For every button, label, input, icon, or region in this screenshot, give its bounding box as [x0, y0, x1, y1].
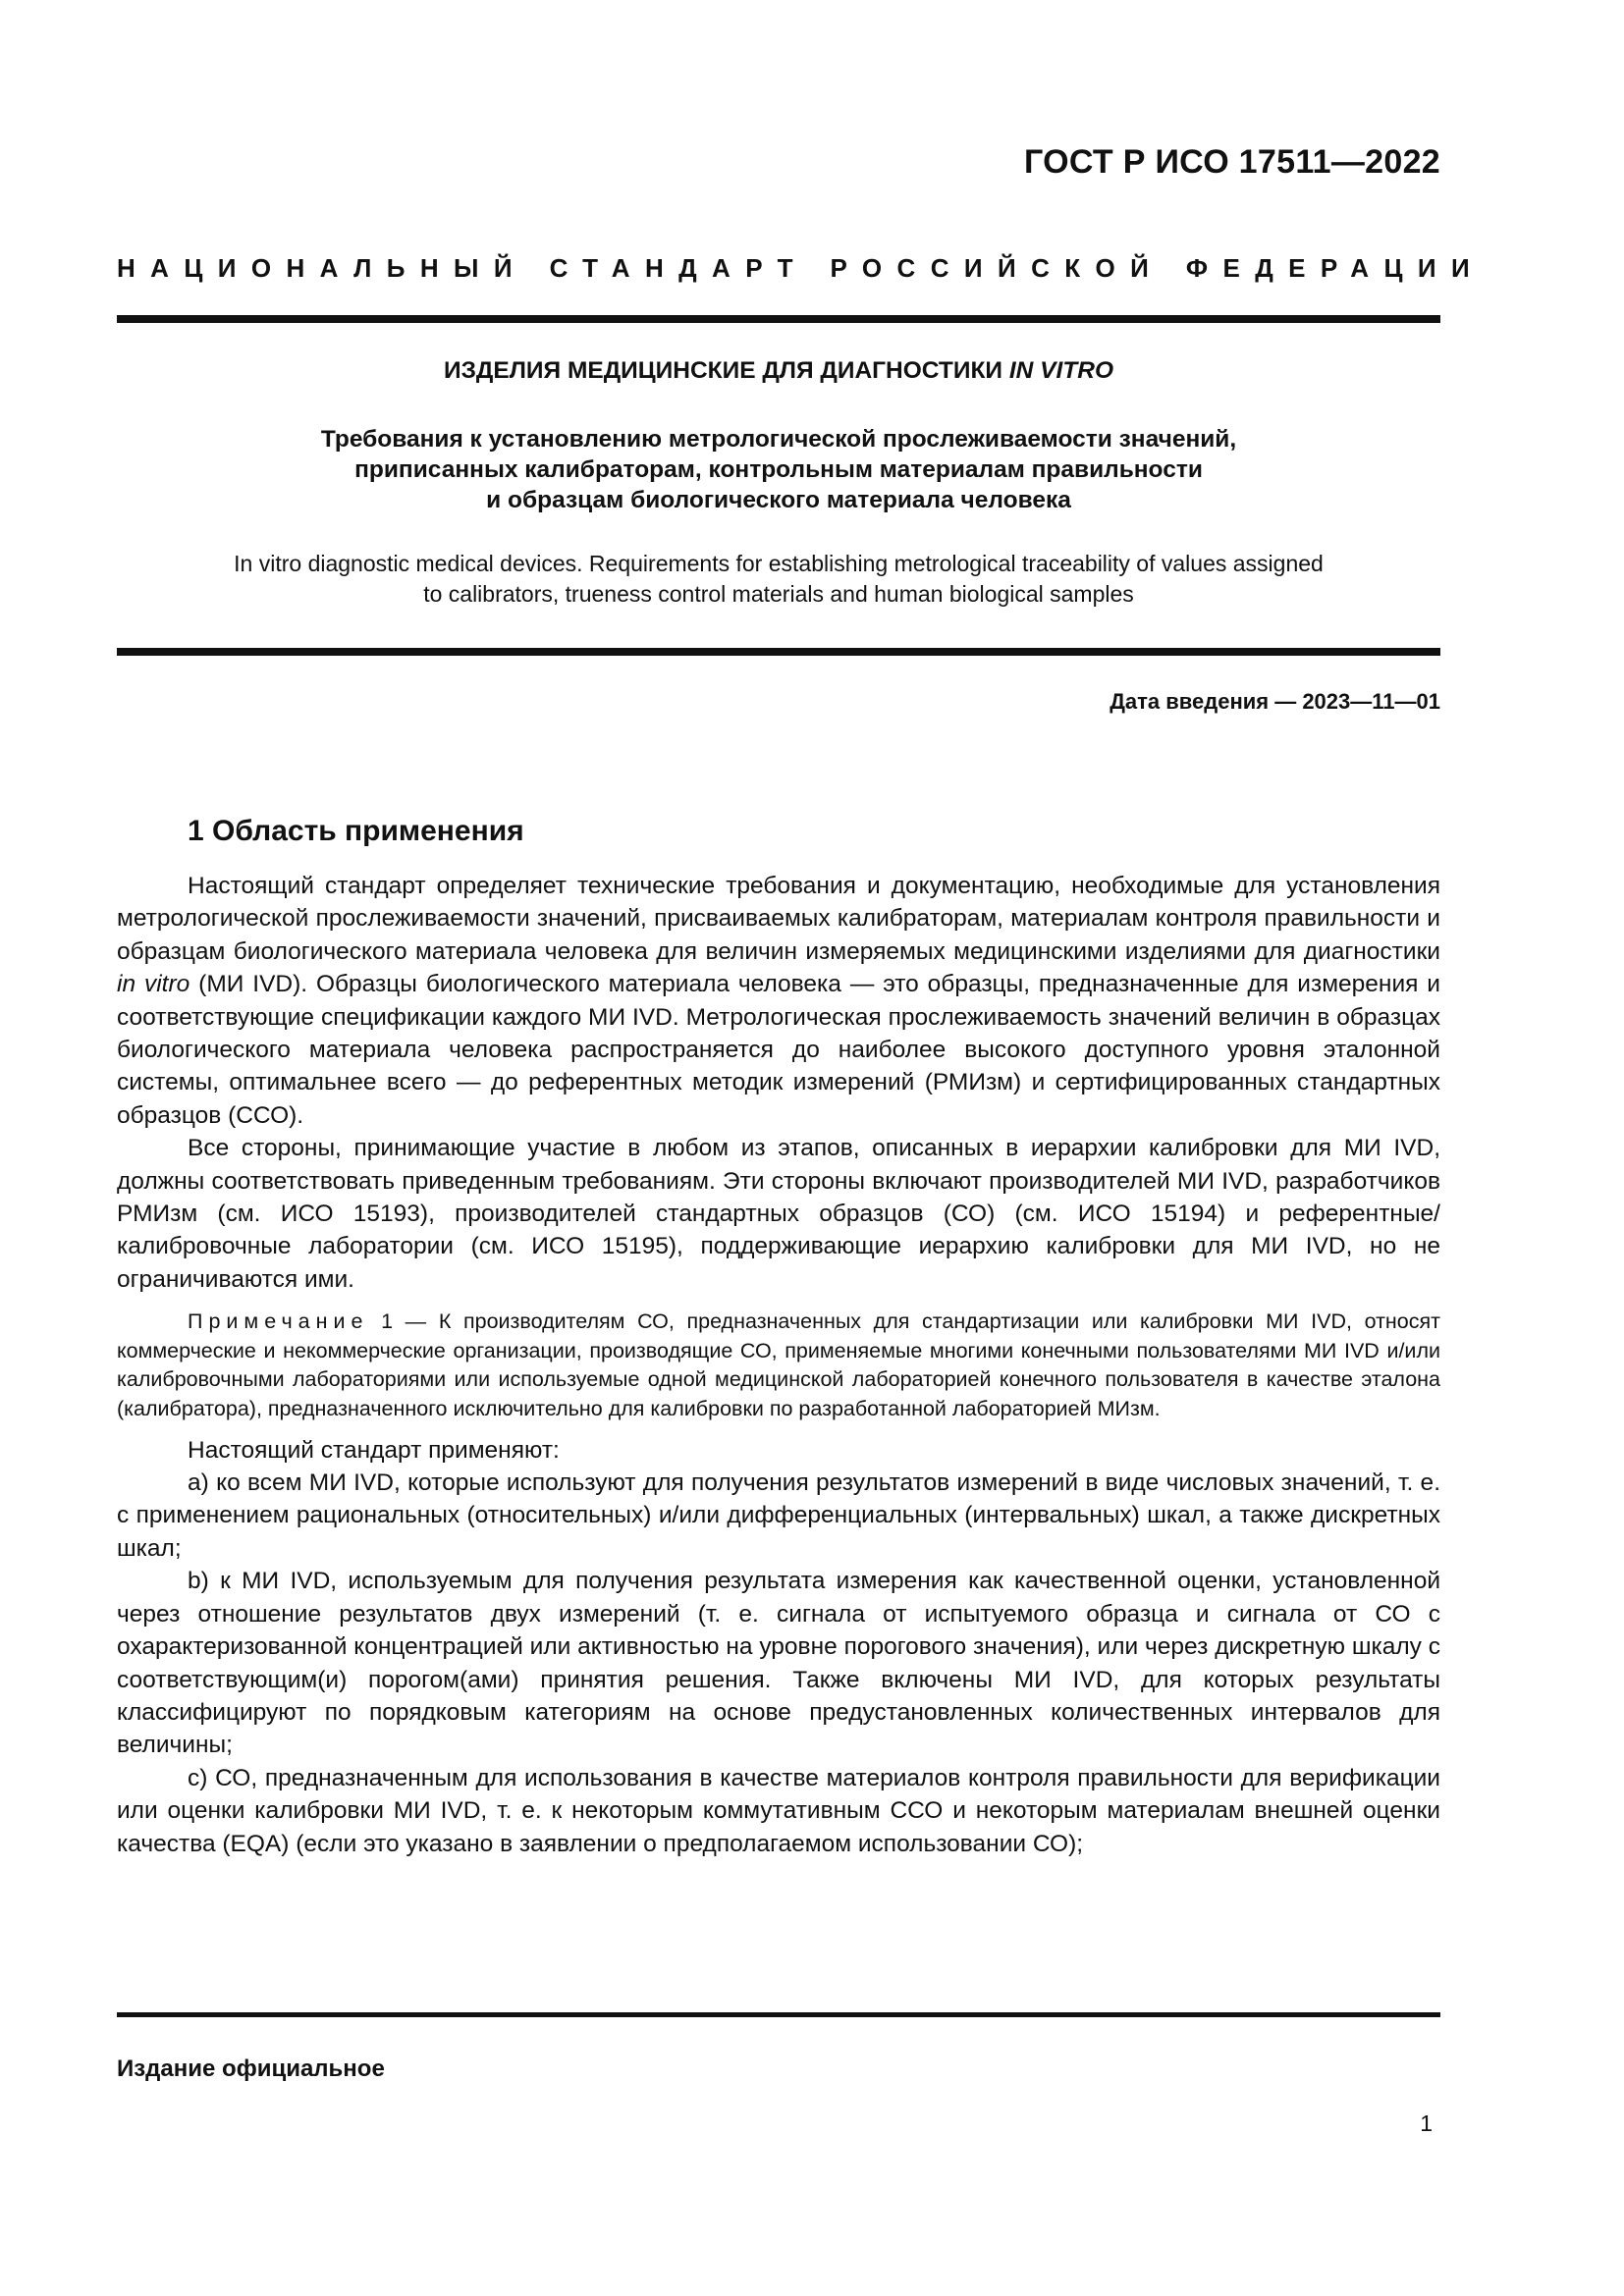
section-body	[117, 870, 1440, 1860]
subtitle-line: приписанных калибраторам, контрольным материалам правильности	[354, 456, 1203, 483]
footer-rule	[117, 2012, 1440, 2017]
document-page	[117, 0, 1486, 2296]
english-title-line: to calibrators, trueness control materials and human biological samples	[423, 581, 1134, 607]
english-title-line: In vitro diagnostic medical devices. Requirements for establishing metrological traceability of values assigned	[234, 551, 1324, 576]
english-title	[117, 549, 1440, 610]
paragraph-parties: Все стороны, принимающие участие в любом из этапов, описанных в иерархии калибровки для МИ IVD, должны соответствовать приведенным требованиям. Эти стороны включают производителей МИ IVD, разработчиков РМИзм (см. ИСО 15193), производителей стандартных образцов (СО) (см. ИСО 15194) и референтные/калибровочные лаборатории (см. ИСО 15195), поддерживающие иерархию калибровки для МИ IVD, но не ограничиваются ими.	[117, 1135, 1440, 1293]
paragraph-scope	[117, 870, 1440, 1132]
list-item-b: b) к МИ IVD, используемым для получения результата измерения как качественной оценки, установленной через отношение результатов двух измерений (т. е. сигнала от испытуемого образца и сигнала от СО с охарактеризованной концентрацией или активностью на уровне порогового значения), или через дискретную шкалу с соответствующим(и) порогом(ами) принятия решения. Также включены МИ IVD, для которых результаты классифицируют по порядковым категориям на основе предустановленных количественных интервалов для величины;	[117, 1568, 1440, 1759]
subtitle-line: Требования к установлению метрологической прослеживаемости значений,	[320, 426, 1237, 453]
document-subtitle	[117, 424, 1440, 515]
list-item-a: a) ко всем МИ IVD, которые используют для получения результатов измерений в виде числовых значений, т. е. с применением рациональных (относительных) и/или дифференциальных (интервальных) шкал, а также дискретных шкал;	[117, 1469, 1440, 1562]
paragraph-applies: Настоящий стандарт применяют:	[188, 1436, 560, 1464]
page-number: 1	[1420, 2110, 1433, 2136]
document-code: ГОСТ Р ИСО 17511—2022	[1024, 143, 1440, 181]
title-rule	[117, 648, 1440, 656]
note-label: Примечание	[188, 1309, 369, 1334]
edition-label: Издание официальное	[117, 2056, 385, 2082]
introduction-date: Дата введения — 2023—11—01	[1110, 689, 1440, 714]
subtitle-line: и образцам биологического материала человека	[486, 487, 1071, 513]
section-heading: 1 Область применения	[188, 815, 524, 847]
document-title	[117, 357, 1440, 385]
title-main-italic: IN VITRO	[1008, 357, 1114, 384]
national-standard-heading: НАЦИОНАЛЬНЫЙ СТАНДАРТ РОССИЙСКОЙ ФЕДЕРАЦИИ	[117, 253, 1486, 283]
paragraph-text: (МИ IVD). Образцы биологического материала человека — это образцы, предназначенные для измерения и соответствующие спецификации каждого МИ IVD. Метрологическая прослеживаемость значений величин в образцах биологического материала человека распространяется до наиболее высокого доступного уровня эталонной системы, оптимальнее всего — до референтных методик измерений (РМИзм) и сертифицированных стандартных образцов (ССО).	[117, 971, 1440, 1129]
title-main-text: ИЗДЕЛИЯ МЕДИЦИНСКИЕ ДЛЯ ДИАГНОСТИКИ	[443, 357, 1009, 384]
note-text: 1 — К производителям СО, предназначенных для стандартизации или калибровки МИ IVD, относят коммерческие и некоммерческие организации, производящие СО, применяемые многими конечными пользователями МИ IVD и/или калибровочными лабораториями или используемые одной медицинской лабораторией конечного пользователя в качестве эталона (калибратора), предназначенного исключительно для калибровки по разработанной лабораторией МИзм.	[117, 1309, 1440, 1421]
header-rule	[117, 315, 1440, 323]
list-item-c: c) СО, предназначенным для использования в качестве материалов контроля правильности для верификации или оценки калибровки МИ IVD, т. е. к некоторым коммутативным ССО и некоторым материалам внешней оценки качества (EQA) (если это указано в заявлении о предполагаемом использовании СО);	[117, 1764, 1440, 1857]
paragraph-text: Настоящий стандарт определяет технические требования и документацию, необходимые для установления метрологической прослеживаемости значений, присваиваемых калибраторам, материалам контроля правильности и образцам биологического материала человека для величин измеряемых медицинскими изделиями для диагностики	[117, 873, 1440, 965]
paragraph-italic: in vitro	[117, 971, 190, 998]
note-1	[117, 1308, 1440, 1423]
